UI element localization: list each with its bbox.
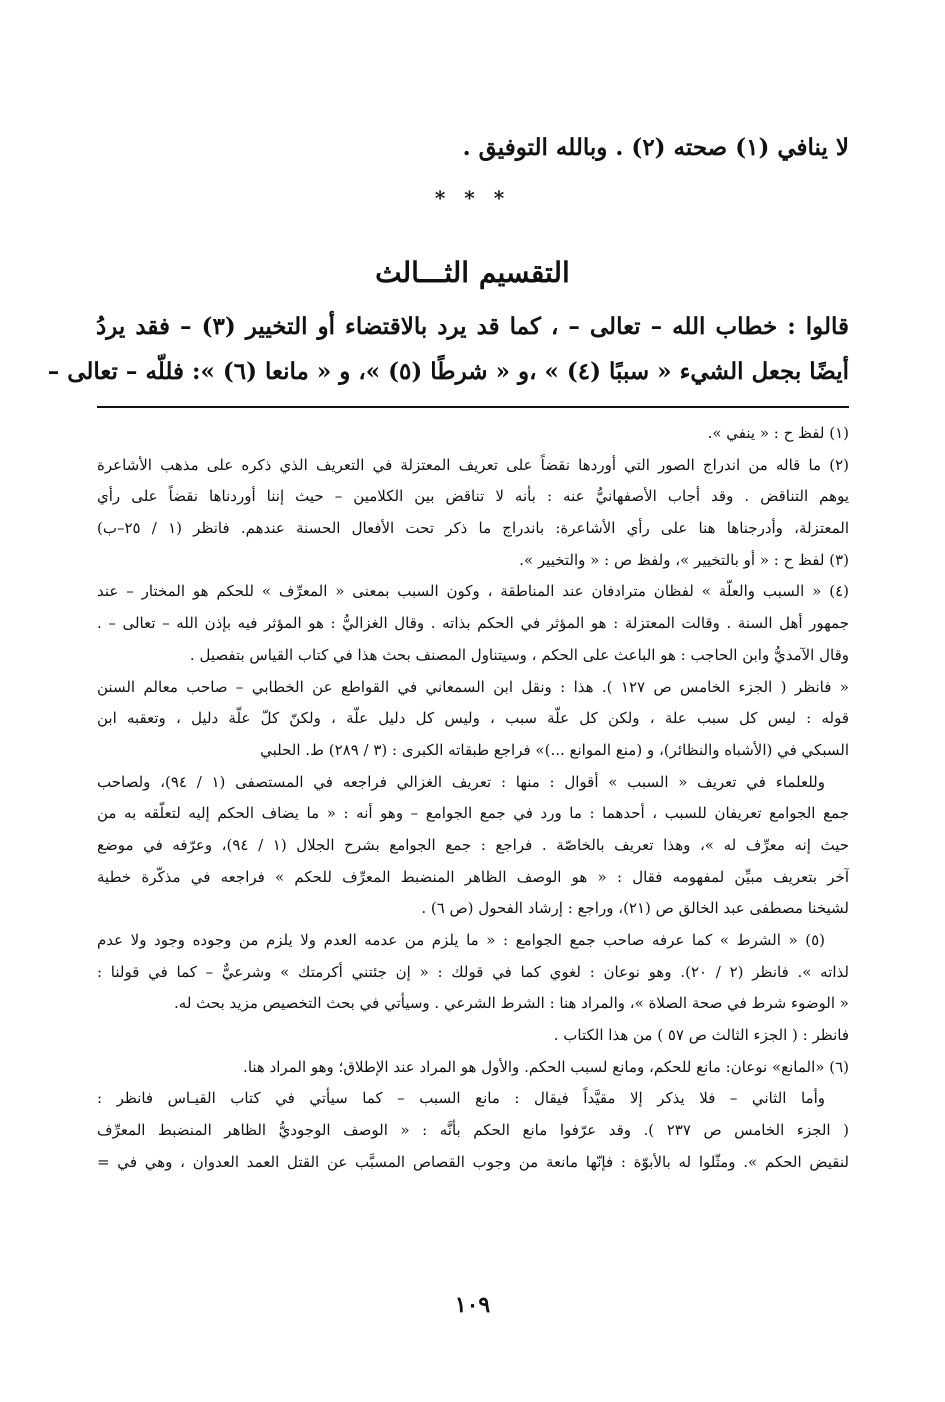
footnote-line: يوهم التناقض . وقد أجاب الأصفهانيُّ عنه : بأنه لا تناقض بين الكلامين – حيث إننا أوردناها نقضاً على رأي — [97, 487, 849, 506]
footnote-line: لذاته ». فانظر (٢ / ٢٠). وهو نوعان : لغوي كما في قولك : « إن جئتني أكرمتك » وشرعيٌّ – كما في قولنا : — [97, 962, 849, 981]
footnote-line: وأما الثاني – فلا يذكر إلا مقيَّداً فيقال : مانع السبب – كما سيأتي في كتاب القيـاس فانظر : — [97, 1089, 825, 1108]
footnotes-block — [97, 418, 849, 1179]
section-title: التقسيم الثـــالث — [375, 256, 570, 289]
footnote-line: « فانظر ( الجزء الخامس ص ١٢٧ ). هذا : ونقل ابن السمعاني في القواطع عن الخطابي – صاحب معالم السنن — [97, 677, 849, 696]
footnote-line: (٥) « الشرط » كما عرفه صاحب جمع الجوامع : « ما يلزم من عدمه العدم ولا يلزم من وجوده وجود ولا عدم — [97, 931, 825, 949]
footnote-line: (٤) « السبب والعلّة » لفظان مترادفان عند المناطقة ، وكون السبب بمعنى « المعرِّف » للحكم هو المختار – عند — [97, 582, 849, 601]
page-number: ١٠٩ — [454, 1292, 491, 1318]
footnote-line: (٣) لفظ ح : « أو بالتخيير »، ولفظ ص : « والتخيير ». — [519, 550, 849, 569]
body-paragraph-line-1: قالوا : خطاب الله – تعالى – ، كما قد يرد بالاقتضاء أو التخيير (٣) – فقد يردُ — [96, 313, 849, 340]
footnote-line: آخر بتعريف مبيِّن لمفهومه فقال : « هو الوصف الظاهر المنضبط المعرِّف للحكم » فراجعه في مذكّرة خطية — [97, 867, 849, 886]
footnote-line: « الوضوء شرط في صحة الصلاة »، والمراد هنا : الشرط الشرعي . وسيأتي في بحث التخصيص مزيد بحث له. — [174, 994, 849, 1013]
footnote-line: السبكي في (الأشباه والنظائر)، و (منع الموانع ...)» فراجع طبقاته الكبرى : (٣ / ٢٨٩) ط. الحلبي — [260, 740, 849, 759]
footnote-line: المعتزلة، وأدرجناها هنا على رأي الأشاعرة: باندراج ما ذكر تحت الأفعال الحسنة عندهم. فانظر (١ / ٢٥–ب) — [97, 519, 849, 538]
footnote-line: فانظر : ( الجزء الثالث ص ٥٧ ) من هذا الكتاب . — [553, 1026, 849, 1045]
footnote-line: وللعلماء في تعريف « السبب » أقوال : منها : تعريف الغزالي فراجعه في المستصفى (١ / ٩٤)، ولصاحب — [97, 772, 825, 791]
footnote-divider — [97, 406, 849, 408]
footnote-line: (٦) «المانع» نوعان: مانع للحكم، ومانع لسبب الحكم. والأول هو المراد عند الإطلاق؛ وهو المراد هنا. — [243, 1057, 849, 1076]
section-separator: * * * — [434, 186, 511, 210]
footnote-line: (١) لفظ ح : « ينفي ». — [707, 424, 849, 442]
footnote-line: (٢) ما قاله من اندراج الصور التي أوردها نقضاً على تعريف المعتزلة في التعريف الذي ذكره على مذهب الأشاعرة — [97, 455, 849, 474]
footnote-line: لنقيض الحكم ». ومثّلوا له بالأبوّة : فإنّها مانعة من وجوب القصاص المسبَّب عن القتل العمد العدوان ، وهي في = — [97, 1152, 849, 1171]
continuation-line: لا ينافي (١) صحته (٢) . وبالله التوفيق . — [462, 134, 849, 161]
footnote-line: حيث إنه معرِّف له »، وهذا تعريف بالخاصّة . فراجع : جمع الجوامع بشرح الجلال (١ / ٩٤)، وعرّفه في موضع — [97, 835, 849, 854]
body-paragraph-line-2: أيضًا بجعل الشيء « سببًا (٤) » ،و « شرطًا (٥) »، و « مانعا (٦) »: فللّه – تعالى – — [47, 358, 849, 385]
footnote-line: لشيخنا مصطفى عبد الخالق ص (٢١)، وراجع : إرشاد الفحول (ص ٦) . — [421, 899, 849, 918]
footnote-line: قوله : ليس كل سبب علة ، ولكن كل علّة سبب ، وليس كل دليل علّة ، ولكنّ كلّ علّة دليل ، وتعقبه ابن — [97, 709, 849, 728]
footnote-line: جمهور أهل السنة . وقالت المعتزلة : هو المؤثر في الحكم بذاته . وقال الغزاليُّ : هو المؤثر فيه بإذن الله – تعالى – . — [97, 614, 849, 633]
footnote-line: ( الجزء الخامس ص ٢٣٧ ). وقد عرّفوا مانع الحكم بأنَّه : « الوصف الوجوديُّ الظاهر المنضبط المعرِّف — [97, 1121, 849, 1140]
footnote-line: وقال الآمديُّ وابن الحاجب : هو الباعث على الحكم ، وسيتناول المصنف بحث هذا في كتاب القياس بتفصيل . — [189, 645, 849, 664]
footnote-line: جمع الجوامع تعريفان للسبب ، أحدهما : ما ورد في جمع الجوامع – وهو أنه : « ما يضاف الحكم إليه لتعلّقه به من — [97, 804, 849, 823]
